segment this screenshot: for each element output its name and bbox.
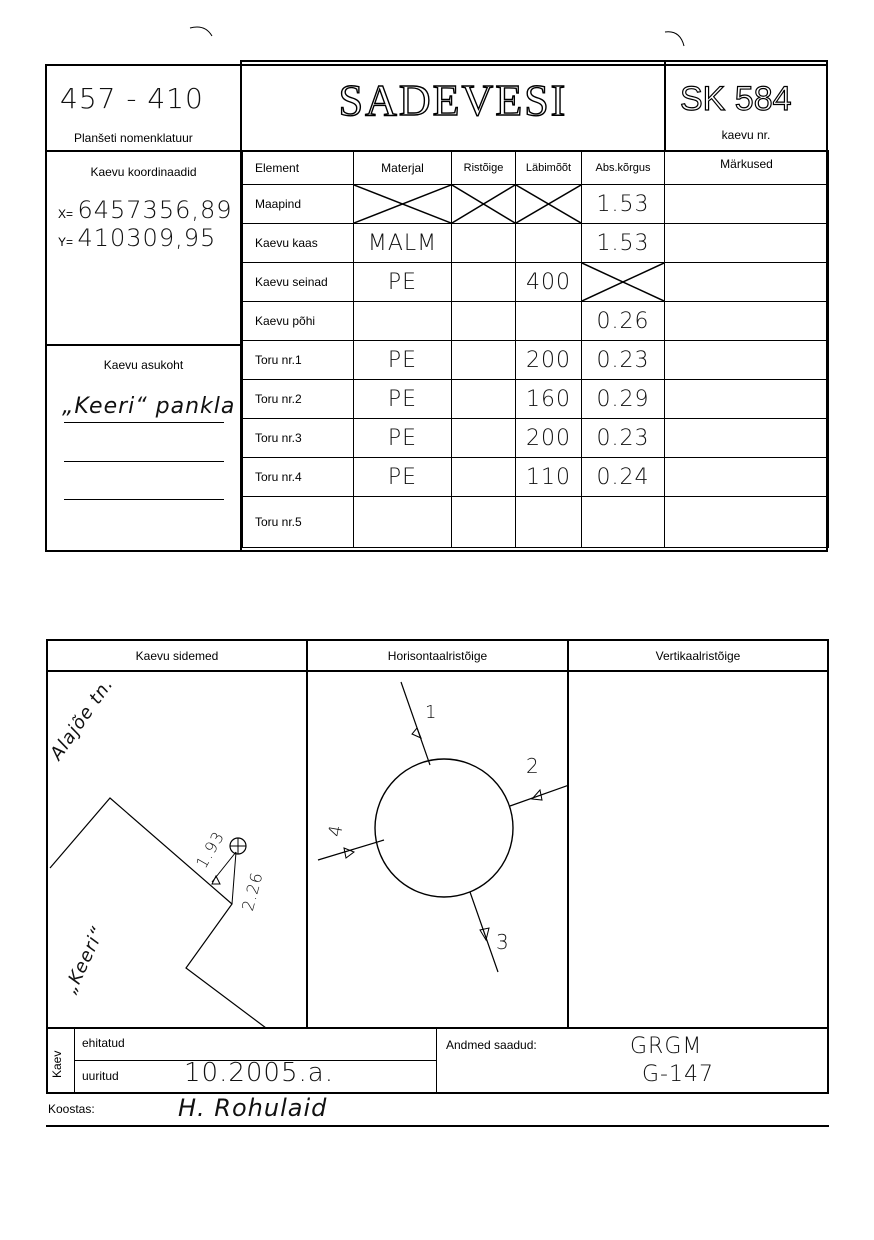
material-cell: MALM	[354, 224, 452, 263]
element-cell: Maapind	[243, 185, 354, 224]
abs-height-cell: 0.24	[582, 458, 665, 497]
element-cell: Kaevu põhi	[243, 302, 354, 341]
coordinate-x-prefix: X=	[58, 207, 74, 221]
element-cell: Toru nr.2	[243, 380, 354, 419]
abs-height-cell: 1.53	[582, 185, 665, 224]
sketch-col3-title: Vertikaalristõige	[655, 649, 741, 663]
pipe-3-label: 3	[496, 930, 510, 954]
built-label: ehitatud	[82, 1036, 125, 1050]
header-notes: Märkused	[665, 151, 829, 185]
diameter-cell: 110	[516, 458, 582, 497]
diameter-cell: 200	[516, 341, 582, 380]
dimension-1: 1.93	[192, 827, 229, 872]
abs-height-cell: 0.23	[582, 341, 665, 380]
location-label: Kaevu asukoht	[103, 358, 184, 372]
building-label: „Keeri“	[60, 923, 110, 997]
header-material: Materjal	[354, 151, 452, 185]
diameter-cell: 400	[516, 263, 582, 302]
abs-height-cell: 0.26	[582, 302, 665, 341]
sketch-col1-title: Kaevu sidemed	[135, 649, 219, 663]
material-cell: PE	[354, 341, 452, 380]
header-abs-height: Abs.kõrgus	[582, 151, 665, 185]
sketch-col2-title: Horisontaalristõige	[387, 649, 488, 663]
element-cell: Toru nr.3	[243, 419, 354, 458]
header-element: Element	[243, 151, 354, 185]
street-label: Alajõe tn.	[46, 673, 118, 765]
page-title: SADEVESI	[338, 76, 568, 125]
location-value: „Keeri“ pankla	[62, 394, 236, 419]
coordinate-x-value: 6457356,89	[77, 196, 233, 224]
diameter-cell: 200	[516, 419, 582, 458]
surveyed-value: 10.2005.a.	[184, 1058, 334, 1088]
well-side-label: Kaev	[50, 1050, 64, 1078]
data-source-label: Andmed saadud:	[446, 1038, 537, 1052]
header-diameter: Läbimõõt	[516, 151, 582, 185]
dimension-2: 2.26	[238, 869, 267, 913]
element-cell: Toru nr.5	[243, 497, 354, 548]
element-cell: Toru nr.1	[243, 341, 354, 380]
material-cell: PE	[354, 380, 452, 419]
map-code-label: Planšeti nomenklatuur	[74, 131, 193, 145]
abs-height-cell: 1.53	[582, 224, 665, 263]
material-cell: PE	[354, 419, 452, 458]
data-source-value-2: G-147	[642, 1062, 714, 1087]
surveyed-label: uuritud	[82, 1069, 119, 1083]
pipe-4-label: 4	[324, 822, 348, 839]
well-id-label: kaevu nr.	[721, 128, 771, 142]
pipe-1-label: 1	[425, 702, 438, 723]
coordinate-y-prefix: Y=	[58, 235, 74, 249]
scan-mark	[665, 32, 684, 46]
pipe-2-label: 2	[526, 754, 540, 778]
abs-height-cell: 0.23	[582, 419, 665, 458]
element-cell: Kaevu kaas	[243, 224, 354, 263]
data-source-value-1: GRGM	[630, 1034, 703, 1059]
coordinates-label: Kaevu koordinaadid	[90, 165, 197, 179]
map-code: 457 - 410	[60, 82, 204, 115]
element-cell: Toru nr.4	[243, 458, 354, 497]
header-cross-section: Ristõige	[452, 151, 516, 185]
abs-height-cell: 0.29	[582, 380, 665, 419]
coordinate-y-value: 410309,95	[77, 224, 217, 252]
material-cell: PE	[354, 458, 452, 497]
material-cell: PE	[354, 263, 452, 302]
author-label: Koostas:	[48, 1102, 95, 1116]
well-id: SK 584	[680, 80, 792, 118]
diameter-cell: 160	[516, 380, 582, 419]
scan-mark	[190, 27, 212, 36]
element-cell: Kaevu seinad	[243, 263, 354, 302]
author-value: H. Rohulaid	[178, 1094, 328, 1122]
